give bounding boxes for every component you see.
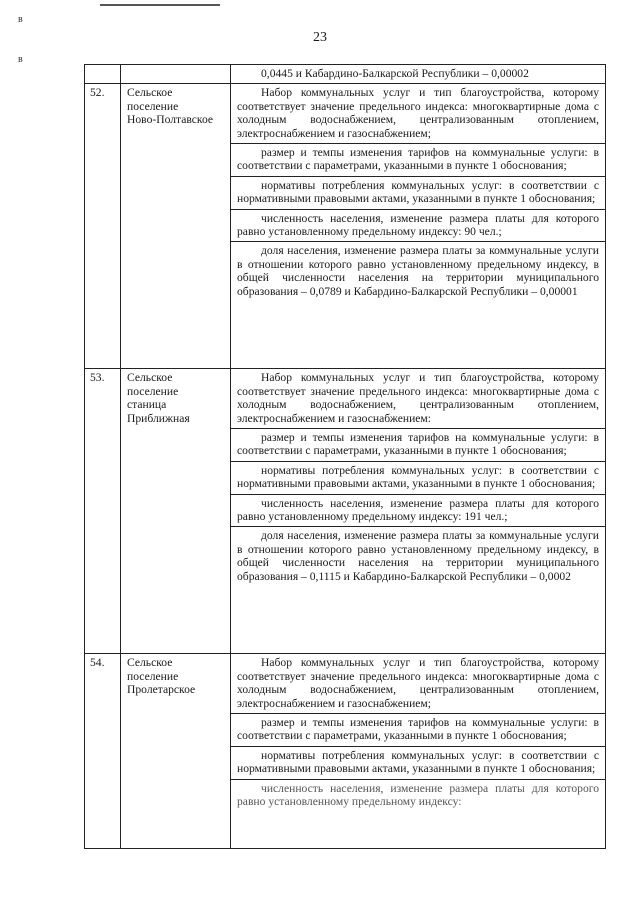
settlement-name-line: поселение [127, 99, 179, 113]
settlement-cell [121, 65, 231, 84]
settlement-name-line: поселение [127, 384, 179, 398]
paragraph: численность населения, изменение размера платы для которого равно установленному предельному индексу: [237, 781, 599, 809]
settlement-name-line: Пролетарское [127, 683, 196, 697]
number-cell [85, 65, 121, 84]
row-number: 54. [85, 654, 121, 849]
paragraph: размер и темпы изменения тарифов на коммунальные услуги: в соответствии с параметрами, указанными в пункте 1 обоснования; [231, 714, 605, 747]
settlement-name [121, 84, 231, 369]
paragraph: доля населения, изменение размера платы за коммунальные услуги в отношении которого равно установленному предельному индексу, в общей численности населения на территории муниципального образования – 0,1115 и Кабардино-Балкарской Республики – 0,0002 [237, 529, 599, 583]
paragraph: размер и темпы изменения тарифов на коммунальные услуги: в соответствии с параметрами, указанными в пункте 1 обоснования; [231, 429, 605, 462]
page-number: 23 [313, 30, 327, 45]
paragraph: 0,0445 и Кабардино-Балкарской Республики – 0,00002 [261, 67, 529, 80]
settlement-name [121, 654, 231, 849]
content-cell [231, 369, 606, 654]
settlement-name-line: Сельское [127, 656, 173, 670]
continuation-row [85, 65, 606, 84]
paragraph: численность населения, изменение размера платы для которого равно установленному предельному индексу: 90 чел.; [231, 210, 605, 243]
settlement-name [121, 369, 231, 654]
paragraph: доля населения, изменение размера платы за коммунальные услуги в отношении которого равно установленному предельному индексу, в общей численности населения на территории муниципального образования – 0,0789 и Кабардино-Балкарской Республики – 0,00001 [237, 244, 599, 298]
row-number: 53. [85, 369, 121, 654]
row-number: 52. [85, 84, 121, 369]
paragraph: размер и темпы изменения тарифов на коммунальные услуги: в соответствии с параметрами, указанными в пункте 1 обоснования; [231, 144, 605, 177]
paragraph: Набор коммунальных услуг и тип благоустройства, которому соответствует значение предельного индекса: многоквартирные дома с холодным водоснабжением, централизованным отоплением, электроснабжением и газоснабжением: [231, 369, 605, 429]
settlement-name-line: Сельское [127, 371, 173, 385]
table-row [85, 84, 606, 369]
paragraph: численность населения, изменение размера платы для которого равно установленному предельному индексу: 191 чел.; [231, 495, 605, 528]
top-edge-mark [100, 0, 220, 6]
paragraph: Набор коммунальных услуг и тип благоустройства, которому соответствует значение предельного индекса: многоквартирные дома с холодным водоснабжением, централизованным отоплением, электроснабжением и газоснабжением; [231, 84, 605, 144]
settlement-name-line: Сельское [127, 86, 173, 100]
margin-mark: в [18, 54, 23, 65]
table-row [85, 369, 606, 654]
margin-mark: в [18, 14, 23, 25]
paragraph: нормативы потребления коммунальных услуг: в соответствии с нормативными правовыми актами, указанными в пункте 1 обоснования; [231, 747, 605, 780]
settlement-name-line: станица [127, 398, 167, 412]
content-cell [231, 84, 606, 369]
paragraph: нормативы потребления коммунальных услуг: в соответствии с нормативными правовыми актами, указанными в пункте 1 обоснования; [231, 177, 605, 210]
settlement-name-line: Приближная [127, 411, 190, 425]
indices-table [84, 64, 606, 849]
settlement-name-line: поселение [127, 669, 179, 683]
paragraph: нормативы потребления коммунальных услуг: в соответствии с нормативными правовыми актами, указанными в пункте 1 обоснования; [231, 462, 605, 495]
paragraph: Набор коммунальных услуг и тип благоустройства, которому соответствует значение предельного индекса: многоквартирные дома с холодным водоснабжением, централизованным отоплением, электроснабжением и газоснабжением; [231, 654, 605, 714]
content-cell [231, 654, 606, 849]
content-cell [231, 65, 606, 84]
settlement-name-line: Ново-Полтавское [127, 113, 214, 127]
table-row [85, 654, 606, 849]
